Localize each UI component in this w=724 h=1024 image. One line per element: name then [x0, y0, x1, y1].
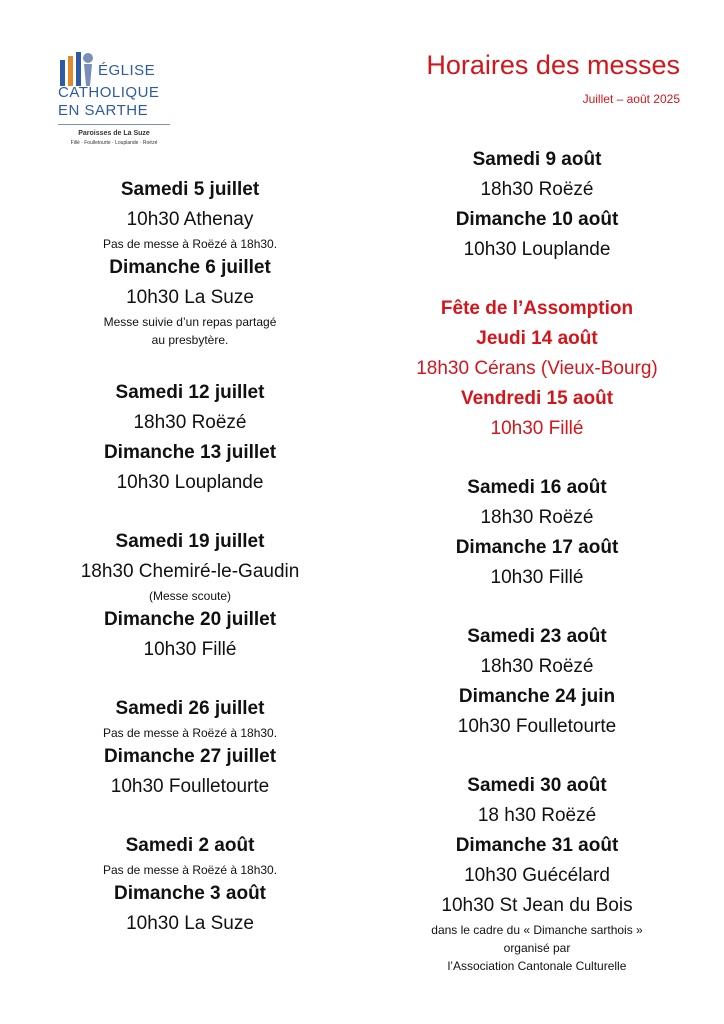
mass-entry: 18h30 Roëzé [133, 412, 247, 433]
logo-divider [58, 124, 170, 125]
day-heading: Samedi 5 juillet [120, 179, 260, 200]
mass-entry: 10h30 La Suze [126, 287, 254, 308]
mass-note: Messe suivie d’un repas partagé [103, 315, 277, 329]
day-heading: Samedi 30 août [467, 775, 607, 796]
mass-entry: 10h30 Guécélard [464, 865, 610, 886]
mass-entry: 10h30 St Jean du Bois [441, 895, 633, 916]
mass-note: organisé par [503, 941, 571, 955]
mass-entry: 18h30 Roëzé [480, 179, 594, 200]
day-heading: Samedi 16 août [467, 477, 607, 498]
mass-note: au presbytère. [151, 333, 229, 347]
page-subtitle: Juillet – août 2025 [582, 92, 680, 106]
feast-heading: Fête de l’Assomption [440, 298, 634, 319]
logo-text-line-1: ÉGLISE [98, 62, 156, 79]
day-heading: Samedi 9 août [472, 149, 602, 170]
day-heading: Dimanche 3 août [113, 883, 267, 904]
day-heading: Samedi 23 août [467, 626, 607, 647]
mass-note: l’Association Cantonale Culturelle [447, 959, 627, 973]
day-heading: Dimanche 20 juillet [103, 609, 277, 630]
day-heading: Dimanche 13 juillet [103, 442, 277, 463]
mass-note: (Messe scoute) [148, 589, 232, 603]
mass-entry: 10h30 Louplande [116, 472, 264, 493]
day-heading: Samedi 12 juillet [115, 382, 265, 403]
mass-entry: 18h30 Roëzé [480, 656, 594, 677]
mass-entry: 10h30 Fillé [490, 567, 584, 588]
mass-entry: 18 h30 Roëzé [477, 805, 597, 826]
mass-entry: 10h30 Foulletourte [457, 716, 617, 737]
left-schedule-column [30, 175, 350, 939]
day-heading: Dimanche 6 juillet [109, 257, 271, 278]
mass-entry: 10h30 Louplande [463, 239, 611, 260]
day-heading: Samedi 19 juillet [115, 531, 265, 552]
mass-note: Pas de messe à Roëzé à 18h30. [102, 863, 278, 877]
right-schedule-column [372, 145, 702, 975]
mass-entry: 10h30 La Suze [126, 913, 254, 934]
day-heading: Dimanche 27 juillet [103, 746, 277, 767]
mass-note: Pas de messe à Roëzé à 18h30. [102, 726, 278, 740]
day-heading: Dimanche 17 août [455, 537, 619, 558]
mass-entry: 18h30 Roëzé [480, 507, 594, 528]
mass-note: Pas de messe à Roëzé à 18h30. [102, 237, 278, 251]
mass-entry: 10h30 Fillé [143, 639, 237, 660]
logo-text-line-3: EN SARTHE [58, 102, 149, 119]
day-heading: Dimanche 31 août [455, 835, 619, 856]
mass-entry: 10h30 Athenay [126, 209, 254, 230]
day-heading: Dimanche 24 juin [458, 686, 616, 707]
day-heading: Samedi 26 juillet [115, 698, 265, 719]
mass-entry: 10h30 Foulletourte [110, 776, 270, 797]
diocese-logo [54, 46, 184, 156]
page-title: Horaires des messes [426, 50, 680, 80]
mass-note: dans le cadre du « Dimanche sarthois » [431, 923, 643, 937]
logo-villages: Fillé · Foulletourte · Louplande · Roëzé [70, 140, 158, 146]
day-heading: Dimanche 10 août [455, 209, 619, 230]
day-heading: Samedi 2 août [125, 835, 255, 856]
logo-parish: Paroisses de La Suze [78, 130, 150, 137]
day-heading: Vendredi 15 août [460, 388, 614, 409]
mass-entry: 10h30 Fillé [490, 418, 584, 439]
mass-entry: 18h30 Chemiré-le-Gaudin [80, 561, 300, 582]
logo-text-line-2: CATHOLIQUE [58, 84, 160, 101]
day-heading: Jeudi 14 août [476, 328, 598, 349]
mass-entry: 18h30 Cérans (Vieux-Bourg) [416, 358, 658, 379]
